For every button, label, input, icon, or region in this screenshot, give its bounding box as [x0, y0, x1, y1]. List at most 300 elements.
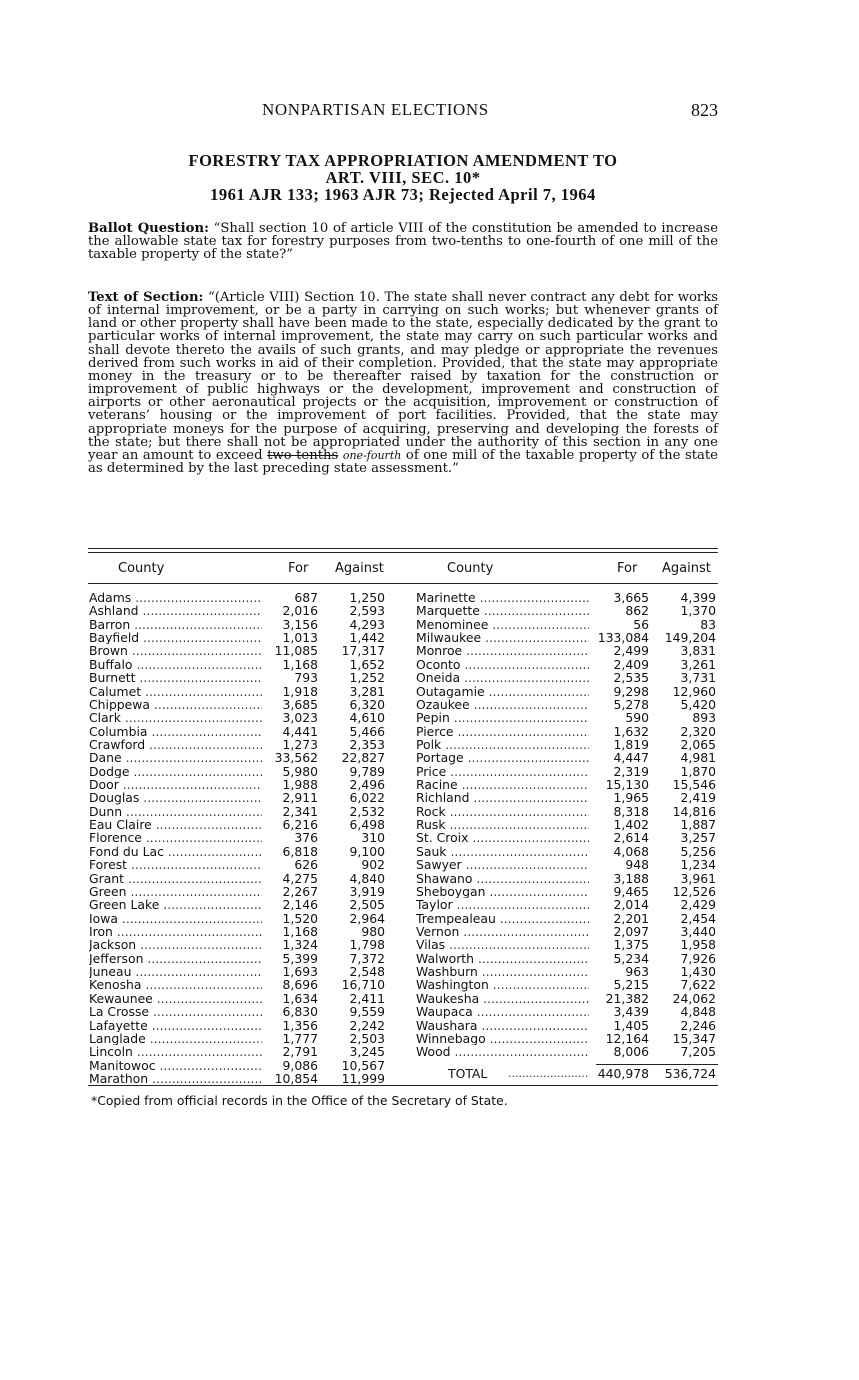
table-row — [416, 671, 718, 684]
votes-for: 9,465 — [613, 883, 649, 899]
title-line-2: ART. VIII, SEC. 10* — [325, 168, 481, 187]
votes-for: 1,520 — [282, 910, 318, 926]
county-name: Racine ..... — [416, 778, 589, 791]
county-name: Juneau ..... — [89, 965, 262, 978]
votes-against: 2,496 — [349, 777, 385, 793]
table-top-rule — [88, 548, 718, 549]
county-name: Pepin ..... — [416, 711, 589, 724]
county-name: Wood ..... — [416, 1045, 589, 1058]
votes-for: 1,356 — [282, 1017, 318, 1033]
votes-against: 4,981 — [680, 750, 716, 766]
section-text-body: “(Article VIII) Section 10. The state shall never contract any debt for works of internal improvement, or be a party in carrying on such works; but whenever grants of land or other property shall have been made to the state, especially dedicated by the grant to particular works of internal improvement, the state may carry on such particular works and shall devote thereto the avails of such grants, and may pledge or appropriate the revenues derived from such works in aid of their completion. Provided, that the state may appropriate money in the treasury or to be thereafter raised by taxation for the construction or improvement of public highways or the development, improvement and construction of airports or other aeronautical projects or the acquisition, improvement or construction of veterans’ housing or the improvement of port facilities. Provided, that the state may appropriate moneys for the purpose of acquiring, preserving and developing the forests of the state; but there shall not be appropriated under the authority of this section in any one year an amount to exceed — [88, 290, 718, 463]
table-row — [416, 885, 718, 898]
votes-for: 3,023 — [282, 710, 318, 726]
votes-against: 2,505 — [349, 897, 385, 913]
table-row — [89, 711, 389, 724]
votes-for: 626 — [294, 857, 318, 873]
county-name: Douglas ..... — [89, 791, 262, 804]
table-row — [89, 604, 389, 617]
table-row — [416, 631, 718, 644]
votes-for: 1,375 — [613, 937, 649, 953]
votes-for: 1,405 — [613, 1017, 649, 1033]
table-row — [89, 618, 389, 631]
table-row — [416, 831, 718, 844]
county-name: Winnebago ..... — [416, 1032, 589, 1045]
votes-for: 5,234 — [613, 950, 649, 966]
title-line-1: FORESTRY TAX APPROPRIATION AMENDMENT TO — [188, 151, 618, 170]
votes-against: 3,831 — [680, 643, 716, 659]
county-name: Jefferson ..... — [89, 952, 262, 965]
votes-against: 12,960 — [672, 683, 716, 699]
votes-for: 590 — [625, 710, 649, 726]
votes-against: 902 — [361, 857, 385, 873]
inserted-text: one-fourth — [342, 448, 402, 462]
table-row — [89, 725, 389, 738]
votes-for: 8,006 — [613, 1044, 649, 1060]
votes-for: 1,168 — [282, 656, 318, 672]
table-row — [416, 818, 718, 831]
votes-against: 6,498 — [349, 817, 385, 833]
votes-against: 1,798 — [349, 937, 385, 953]
votes-against: 2,964 — [349, 910, 385, 926]
table-row — [416, 925, 718, 938]
county-name: Outagamie ..... — [416, 685, 589, 698]
header-county-right: County — [447, 561, 494, 576]
votes-for: 793 — [294, 670, 318, 686]
county-name: Milwaukee ..... — [416, 631, 589, 644]
total-rule — [596, 1064, 718, 1065]
total-label: TOTAL — [448, 1066, 488, 1081]
county-name: Rusk ..... — [416, 818, 589, 831]
running-header — [88, 100, 718, 126]
county-name: Ozaukee ..... — [416, 698, 589, 711]
votes-against: 1,370 — [680, 603, 716, 619]
votes-for: 5,399 — [282, 950, 318, 966]
votes-against: 310 — [361, 830, 385, 846]
county-name: La Crosse ..... — [89, 1005, 262, 1018]
votes-against: 1,250 — [349, 590, 385, 605]
table-row — [416, 978, 718, 991]
table-row — [89, 1045, 389, 1058]
header-against-right: Against — [662, 561, 711, 576]
votes-for: 1,819 — [613, 736, 649, 752]
county-name: Trempealeau ..... — [416, 912, 589, 925]
votes-for: 1,988 — [282, 777, 318, 793]
votes-for: 1,324 — [282, 937, 318, 953]
total-row — [416, 1067, 718, 1081]
county-column-left — [89, 591, 389, 1085]
county-name: Eau Claire ..... — [89, 818, 262, 831]
table-row — [89, 765, 389, 778]
votes-against: 4,293 — [349, 616, 385, 632]
table-row — [89, 885, 389, 898]
table-row — [89, 738, 389, 751]
county-name: Sawyer ..... — [416, 858, 589, 871]
county-name: Taylor ..... — [416, 898, 589, 911]
votes-for: 2,014 — [613, 897, 649, 913]
votes-for: 3,156 — [282, 616, 318, 632]
votes-against: 1,442 — [349, 630, 385, 646]
votes-for: 687 — [294, 590, 318, 605]
votes-for: 3,439 — [613, 1004, 649, 1020]
votes-against: 16,710 — [341, 977, 385, 993]
votes-for: 2,499 — [613, 643, 649, 659]
table-row — [416, 658, 718, 671]
votes-against: 2,503 — [349, 1030, 385, 1046]
votes-against: 15,546 — [672, 777, 716, 793]
table-row — [89, 1019, 389, 1032]
table-row — [89, 1059, 389, 1072]
table-row — [89, 872, 389, 885]
votes-against: 2,246 — [680, 1017, 716, 1033]
votes-for: 1,632 — [613, 723, 649, 739]
county-name: Menominee ..... — [416, 618, 589, 631]
table-row — [89, 818, 389, 831]
running-title: NONPARTISAN ELECTIONS — [262, 100, 489, 119]
table-row — [89, 898, 389, 911]
county-name: Oconto ..... — [416, 658, 589, 671]
votes-for: 2,535 — [613, 670, 649, 686]
table-row — [89, 965, 389, 978]
table-row — [89, 778, 389, 791]
table-row — [416, 1032, 718, 1045]
votes-against: 2,532 — [349, 803, 385, 819]
votes-against: 7,372 — [349, 950, 385, 966]
votes-against: 2,429 — [680, 897, 716, 913]
county-name: Burnett ..... — [89, 671, 262, 684]
votes-against: 15,347 — [672, 1030, 716, 1046]
table-row — [416, 778, 718, 791]
table-row — [416, 698, 718, 711]
county-name: Sauk ..... — [416, 845, 589, 858]
votes-against: 2,548 — [349, 964, 385, 980]
total-for: 440,978 — [597, 1066, 649, 1081]
table-row — [89, 952, 389, 965]
county-name: Vilas ..... — [416, 938, 589, 951]
table-row — [89, 831, 389, 844]
county-name: Waukesha ..... — [416, 992, 589, 1005]
county-name: Marathon ..... — [89, 1072, 262, 1085]
table-top-rule-2 — [88, 552, 718, 553]
county-name: Price ..... — [416, 765, 589, 778]
county-name: Green Lake ..... — [89, 898, 262, 911]
county-name: Richland ..... — [416, 791, 589, 804]
table-row — [89, 1072, 389, 1085]
votes-against: 6,022 — [349, 790, 385, 806]
votes-against: 14,816 — [672, 803, 716, 819]
table-row — [89, 685, 389, 698]
votes-against: 9,559 — [349, 1004, 385, 1020]
header-county-left: County — [118, 561, 165, 576]
county-name: Brown ..... — [89, 644, 262, 657]
votes-for: 1,693 — [282, 964, 318, 980]
page-number: 823 — [691, 100, 718, 120]
votes-against: 4,848 — [680, 1004, 716, 1020]
county-name: Monroe ..... — [416, 644, 589, 657]
county-name: Kenosha ..... — [89, 978, 262, 991]
table-bottom-rule — [88, 1085, 718, 1086]
table-row — [416, 1005, 718, 1018]
county-name: Walworth ..... — [416, 952, 589, 965]
table-row — [89, 912, 389, 925]
votes-against: 2,242 — [349, 1017, 385, 1033]
votes-against: 1,887 — [680, 817, 716, 833]
section-text — [88, 291, 718, 475]
votes-against: 3,281 — [349, 683, 385, 699]
table-row — [416, 1019, 718, 1032]
votes-for: 5,980 — [282, 763, 318, 779]
votes-against: 1,870 — [680, 763, 716, 779]
table-row — [89, 751, 389, 764]
county-name: Jackson ..... — [89, 938, 262, 951]
header-against-left: Against — [335, 561, 384, 576]
votes-against: 2,419 — [680, 790, 716, 806]
votes-for: 3,665 — [613, 590, 649, 605]
table-row — [89, 591, 389, 604]
table-row — [89, 845, 389, 858]
table-row — [416, 992, 718, 1005]
votes-against: 5,256 — [680, 843, 716, 859]
votes-for: 56 — [633, 616, 649, 632]
votes-for: 9,086 — [282, 1057, 318, 1073]
table-row — [416, 604, 718, 617]
votes-against: 1,430 — [680, 964, 716, 980]
county-name: Adams ..... — [89, 591, 262, 604]
votes-for: 2,146 — [282, 897, 318, 913]
table-row — [416, 791, 718, 804]
county-name: Bayfield ..... — [89, 631, 262, 644]
votes-against: 6,320 — [349, 696, 385, 712]
county-name: Washburn ..... — [416, 965, 589, 978]
votes-for: 4,068 — [613, 843, 649, 859]
table-row — [89, 644, 389, 657]
votes-for: 15,130 — [605, 777, 649, 793]
votes-for: 2,911 — [282, 790, 318, 806]
county-name: Polk ..... — [416, 738, 589, 751]
votes-against: 2,353 — [349, 736, 385, 752]
table-row — [89, 791, 389, 804]
votes-against: 893 — [692, 710, 716, 726]
votes-against: 3,961 — [680, 870, 716, 886]
votes-for: 2,201 — [613, 910, 649, 926]
votes-against: 7,926 — [680, 950, 716, 966]
table-row — [416, 938, 718, 951]
table-row — [416, 725, 718, 738]
table-row — [416, 738, 718, 751]
votes-against: 5,420 — [680, 696, 716, 712]
footnote: *Copied from official records in the Office of the Secretary of State. — [91, 1093, 508, 1108]
table-row — [416, 685, 718, 698]
votes-against: 1,252 — [349, 670, 385, 686]
table-row — [416, 845, 718, 858]
votes-for: 4,275 — [282, 870, 318, 886]
table-row — [89, 992, 389, 1005]
table-row — [89, 858, 389, 871]
votes-for: 2,319 — [613, 763, 649, 779]
table-row — [416, 751, 718, 764]
votes-for: 862 — [625, 603, 649, 619]
votes-for: 1,013 — [282, 630, 318, 646]
votes-for: 1,918 — [282, 683, 318, 699]
county-name: Fond du Lac ..... — [89, 845, 262, 858]
county-name: Dodge ..... — [89, 765, 262, 778]
section-text-label: Text of Section: — [88, 290, 204, 305]
votes-for: 5,215 — [613, 977, 649, 993]
table-row — [416, 872, 718, 885]
county-name: Marinette ..... — [416, 591, 589, 604]
votes-for: 4,441 — [282, 723, 318, 739]
votes-for: 1,273 — [282, 736, 318, 752]
votes-for: 2,097 — [613, 923, 649, 939]
votes-for: 3,188 — [613, 870, 649, 886]
votes-against: 10,567 — [341, 1057, 385, 1073]
votes-for: 12,164 — [605, 1030, 649, 1046]
votes-for: 1,402 — [613, 817, 649, 833]
votes-for: 6,216 — [282, 817, 318, 833]
table-row — [416, 912, 718, 925]
votes-for: 33,562 — [274, 750, 318, 766]
votes-against: 12,526 — [672, 883, 716, 899]
votes-against: 4,610 — [349, 710, 385, 726]
table-row — [416, 711, 718, 724]
votes-against: 22,827 — [341, 750, 385, 766]
votes-against: 7,622 — [680, 977, 716, 993]
county-name: Iowa ..... — [89, 912, 262, 925]
votes-against: 2,411 — [349, 990, 385, 1006]
table-row — [416, 765, 718, 778]
votes-for: 6,818 — [282, 843, 318, 859]
table-row — [416, 805, 718, 818]
table-row — [89, 1032, 389, 1045]
county-name: Grant ..... — [89, 872, 262, 885]
votes-for: 10,854 — [274, 1070, 318, 1086]
votes-against: 7,205 — [680, 1044, 716, 1060]
votes-for: 2,341 — [282, 803, 318, 819]
county-name: Marquette ..... — [416, 604, 589, 617]
votes-against: 980 — [361, 923, 385, 939]
county-name: Florence ..... — [89, 831, 262, 844]
county-name: Washington ..... — [416, 978, 589, 991]
struck-text: two-tenths — [267, 447, 339, 463]
county-name: Dunn ..... — [89, 805, 262, 818]
county-name: Lincoln ..... — [89, 1045, 262, 1058]
votes-for: 6,830 — [282, 1004, 318, 1020]
county-name: Oneida ..... — [416, 671, 589, 684]
table-row — [89, 938, 389, 951]
table-row — [89, 698, 389, 711]
title-line-3: 1961 AJR 133; 1963 AJR 73; Rejected April 7, 1964 — [210, 185, 596, 204]
table-row — [416, 618, 718, 631]
county-name: Kewaunee ..... — [89, 992, 262, 1005]
table-row — [89, 631, 389, 644]
votes-for: 8,696 — [282, 977, 318, 993]
county-name: Manitowoc ..... — [89, 1059, 262, 1072]
county-name: Langlade ..... — [89, 1032, 262, 1045]
county-name: Portage ..... — [416, 751, 589, 764]
county-name: Waushara ..... — [416, 1019, 589, 1032]
votes-against: 3,261 — [680, 656, 716, 672]
ballot-question-label: Ballot Question: — [88, 221, 209, 236]
votes-for: 2,016 — [282, 603, 318, 619]
votes-for: 2,614 — [613, 830, 649, 846]
votes-against: 11,999 — [341, 1070, 385, 1086]
table-row — [89, 658, 389, 671]
votes-for: 9,298 — [613, 683, 649, 699]
votes-for: 1,634 — [282, 990, 318, 1006]
votes-against: 2,454 — [680, 910, 716, 926]
county-name: Waupaca ..... — [416, 1005, 589, 1018]
table-row — [416, 644, 718, 657]
votes-against: 149,204 — [664, 630, 716, 646]
votes-against: 9,789 — [349, 763, 385, 779]
county-name: Iron ..... — [89, 925, 262, 938]
total-leader: ....................... — [508, 1067, 589, 1080]
votes-for: 948 — [625, 857, 649, 873]
header-for-left: For — [288, 561, 309, 576]
table-row — [89, 1005, 389, 1018]
county-name: Chippewa ..... — [89, 698, 262, 711]
votes-against: 5,466 — [349, 723, 385, 739]
county-name: Lafayette ..... — [89, 1019, 262, 1032]
table-row — [89, 978, 389, 991]
votes-against: 3,731 — [680, 670, 716, 686]
votes-for: 3,685 — [282, 696, 318, 712]
county-name: Sheboygan ..... — [416, 885, 589, 898]
votes-for: 1,168 — [282, 923, 318, 939]
county-name: Door ..... — [89, 778, 262, 791]
table-row — [416, 898, 718, 911]
county-name: Crawford ..... — [89, 738, 262, 751]
votes-for: 11,085 — [274, 643, 318, 659]
votes-against: 3,257 — [680, 830, 716, 846]
county-name: Clark ..... — [89, 711, 262, 724]
votes-against: 4,840 — [349, 870, 385, 886]
votes-against: 17,317 — [341, 643, 385, 659]
county-name: Shawano ..... — [416, 872, 589, 885]
votes-against: 1,652 — [349, 656, 385, 672]
votes-against: 83 — [700, 616, 716, 632]
table-row — [89, 671, 389, 684]
table-row — [416, 952, 718, 965]
header-rule — [88, 583, 718, 584]
amendment-title — [88, 152, 718, 203]
votes-against: 3,919 — [349, 883, 385, 899]
votes-for: 8,318 — [613, 803, 649, 819]
county-name: St. Croix ..... — [416, 831, 589, 844]
table-row — [416, 1045, 718, 1058]
votes-for: 1,965 — [613, 790, 649, 806]
table-row — [416, 965, 718, 978]
votes-for: 376 — [294, 830, 318, 846]
votes-for: 2,267 — [282, 883, 318, 899]
votes-for: 2,791 — [282, 1044, 318, 1060]
votes-against: 24,062 — [672, 990, 716, 1006]
table-row — [416, 858, 718, 871]
ballot-question-text: “Shall section 10 of article VIII of the constitution be amended to increase the allowable state tax for forestry purposes from two-tenths to one-fourth of one mill of the taxable property of the state?” — [88, 221, 718, 263]
table-row — [89, 805, 389, 818]
votes-against: 4,399 — [680, 590, 716, 605]
votes-for: 5,278 — [613, 696, 649, 712]
county-name: Ashland ..... — [89, 604, 262, 617]
county-name: Calumet ..... — [89, 685, 262, 698]
header-for-right: For — [617, 561, 638, 576]
votes-against: 1,234 — [680, 857, 716, 873]
table-row — [89, 925, 389, 938]
votes-for: 4,447 — [613, 750, 649, 766]
table-row — [416, 591, 718, 604]
votes-for: 1,777 — [282, 1030, 318, 1046]
county-column-right — [416, 591, 718, 1059]
